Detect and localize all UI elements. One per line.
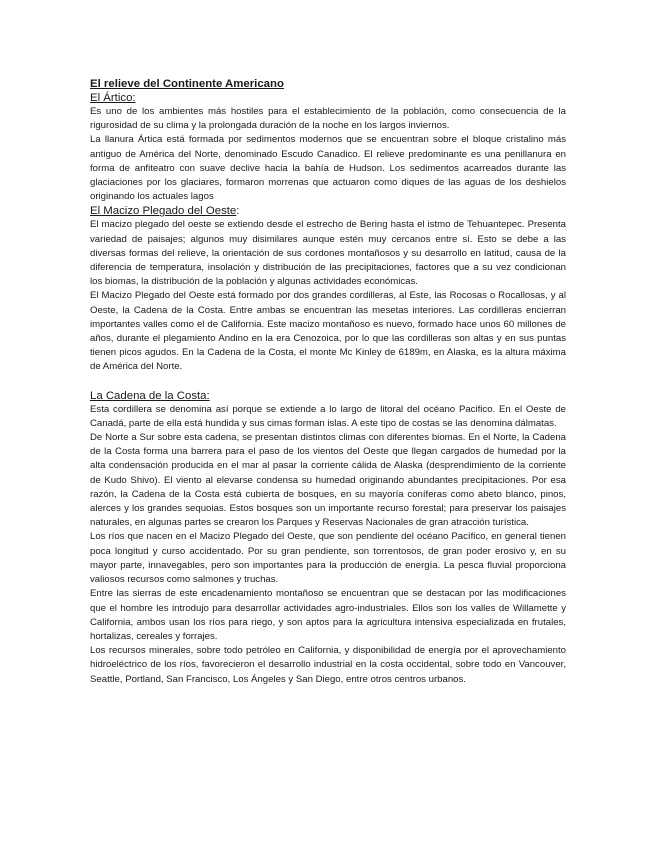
document-body xyxy=(90,77,566,687)
paragraph: Esta cordillera se denomina así porque se extiende a lo largo de litoral del océano Pacifico. En el Oeste de Canadá, parte de ella está hundida y sus cimas forman islas. A este tipo de costas se las denomina dálmatas. xyxy=(90,403,566,429)
section-heading-macizo: El Macizo Plegado del Oeste xyxy=(90,205,237,218)
paragraph: De Norte a Sur sobre esta cadena, se presentan distintos climas con diferentes biomas. En el Norte, la Cadena de la Costa forma una barrera para el paso de los vientos del Oeste que llegan cargados de humedad por la alta condensación producida en el mar al pasar la corriente cálida de Alaska (desprendimiento de la corriente de Kudo Shivo). El viento al elevarse condensa su humedad originando abundantes precipitaciones. Por esa razón, la Cadena de la Costa está cubierta de bosques, en su mayoría coníferas como abeto blanco, pinos, alerces y los grandes sequoias. Estos bosques son un importante recurso forestal; para preservar los paisajes naturales, en algunas partes se crearon los Parques y Reservas Nacionales de gran atracción turística. xyxy=(90,432,566,529)
section-heading-row xyxy=(90,204,566,218)
paragraph: La llanura Ártica está formada por sedimentos modernos que se encuentran sobre el bloque cristalino más antiguo de América del Norte, denominado Escudo Canadico. El relieve predominante es una penillanura en forma de anfiteatro con suave declive hacia la bahía de Hudson. Los sedimentos acarreados durante las glaciaciones por los glaciares, formaron morrenas que actuaron como diques de las aguas de los deshielos originando los actuales lagos xyxy=(90,134,566,203)
paragraph: Entre las sierras de este encadenamiento montañoso se encuentran que se destacan por las modificaciones que el hombre les introdujo para desarrollar actividades agro-industriales. Ellos son los valles de Willamette y California, ambos usan los ríos para riego, y son aptos para la agricultura intensiva especializada en frutales, hortalizas, cereales y forrajes. xyxy=(90,588,566,642)
paragraph: Es uno de los ambientes más hostiles para el establecimiento de la población, como consecuencia de la rigurosidad de su clima y la prolongada duración de la noche en los largos inviernos. xyxy=(90,106,566,132)
paragraph: Los recursos minerales, sobre todo petróleo en California, y disponibilidad de energía por el aprovechamiento hidroeléctrico de los ríos, favorecieron el desarrollo industrial en la costa occidental, sobre todo en Vancouver, Seattle, Portland, San Francisco, Los Ángeles y San Diego, entre otros centros urbanos. xyxy=(90,645,566,685)
paragraph: Los ríos que nacen en el Macizo Plegado del Oeste, que son pendiente del océano Pacífico, en general tienen poca longitud y curso accidentado. Por su gran pendiente, son torrentosos, de gran poder erosivo y, en su mayor parte, innavegables, pero son importantes para la producción de energía. La pesca fluvial proporciona valiosos recursos como salmones y truchas. xyxy=(90,531,566,586)
document-title: El relieve del Continente Americano xyxy=(90,78,284,90)
heading-colon: : xyxy=(236,205,240,218)
paragraph: El Macizo Plegado del Oeste está formado por dos grandes cordilleras, al Este, las Rocosas o Rocallosas, y al Oeste, la Cadena de la Costa. Entre ambas se encuentran las mesetas interiores. Las cordilleras encierran importantes valles como el de California. Este macizo montañoso es nuevo, formado hace unos 60 millones de años, durante el plegamiento Andino en la era Cenozoica, por lo que las cordilleras son altas y en sus puntas tienen picos agudos. En la Cadena de la Costa, el monte Mc Kinley de 6189m, en Alaska, es la altura máxima de América del Norte. xyxy=(90,290,566,373)
paragraph: El macizo plegado del oeste se extiendo desde el estrecho de Bering hasta el istmo de Tehuantepec. Presenta variedad de paisajes; algunos muy disimilares aunque estén muy cercanos entre sí. Esto se debe a las diversas formas del relieve, la orientación de sus cordones montañosos y su desarrollo en latitud, causa de la diferencia de temperatura, insolación y distribución de las precipitaciones, factores que a su vez condicionan los biomas, la distribución de la población y algunas actividades económicas. xyxy=(90,219,566,288)
blank-line xyxy=(90,375,566,389)
section-heading-artico: El Ártico: xyxy=(90,92,136,104)
section-heading-cadena: La Cadena de la Costa: xyxy=(90,389,210,402)
